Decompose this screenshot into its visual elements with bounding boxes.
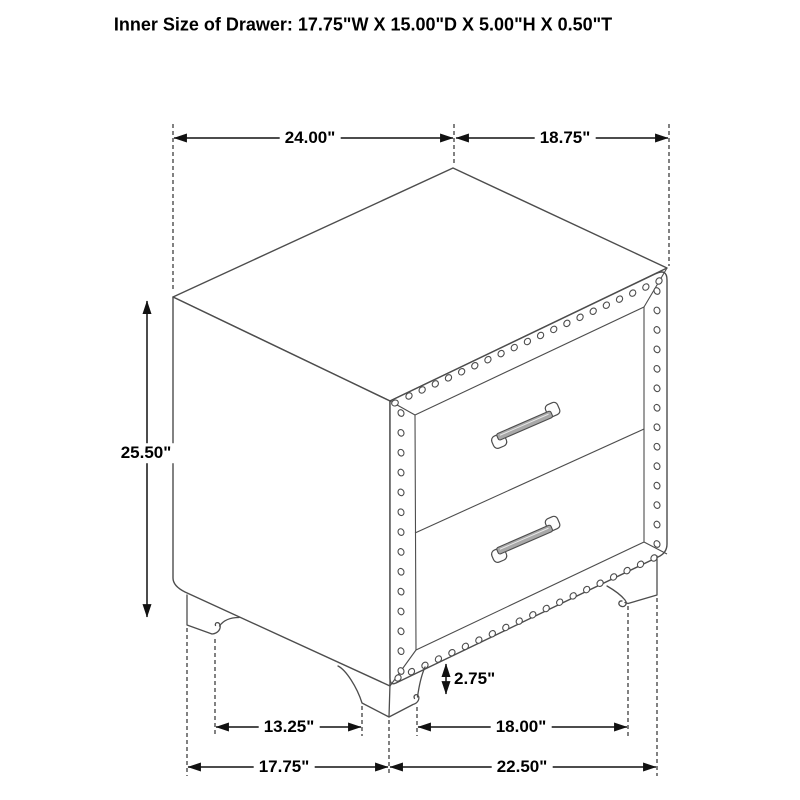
diagram-title: Inner Size of Drawer: 17.75"W X 15.00"D X 5.00"H X 0.50"T: [113, 14, 613, 35]
dim-bottom-13-label: 13.25": [259, 717, 320, 737]
nightstand-drawing: [173, 168, 667, 717]
dim-top-width-label: 24.00": [280, 128, 341, 148]
dim-bottom-18-label: 18.00": [491, 717, 552, 737]
dim-bottom-1775-label: 17.75": [254, 757, 315, 777]
dim-leg-height-label: 2.75": [454, 669, 496, 689]
dim-bottom-2250-label: 22.50": [492, 757, 553, 777]
dim-top-depth-label: 18.75": [535, 128, 596, 148]
dim-height-label: 25.50": [116, 443, 177, 463]
